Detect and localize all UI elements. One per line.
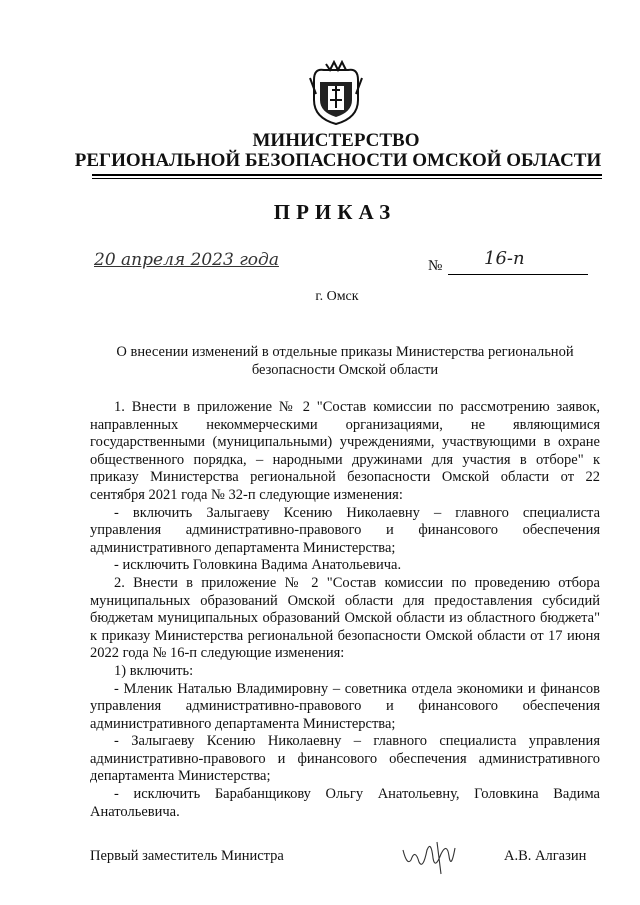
paragraph: - исключить Барабанщикову Ольгу Анатольевну, Головкина Вадима Анатольевича.	[90, 786, 600, 820]
document-body	[90, 399, 600, 821]
header-rule-thick	[92, 174, 602, 176]
signer-position: Первый заместитель Министра	[90, 848, 284, 864]
number-sign: №	[428, 258, 443, 274]
signer-name: А.В. Алгазин	[504, 848, 587, 864]
paragraph: - Залыгаеву Ксению Николаевну – главного специалиста управления административно-правового и финансового обеспечения административного департамента Министерства;	[90, 733, 600, 785]
ministry-line-1: МИНИСТЕРСТВО	[252, 130, 420, 151]
paragraph: 2. Внести в приложение № 2 "Состав комиссии по проведению отбора муниципальных образований Омской области для предоставления субсидий бюджетам муниципальных образований Омской области из областного бюджета" к приказу Министерства региональной безопасности Омской области от 17 июня 2022 года № 16-п следующие изменения:	[90, 574, 600, 662]
number-underline	[448, 274, 588, 275]
paragraph: - включить Залыгаеву Ксению Николаевну – главного специалиста управления административно-правового и финансового обеспечения административного департамента Министерства;	[90, 504, 600, 556]
document-subject: О внесении изменений в отдельные приказы Министерства региональной безопасности Омской области	[116, 344, 574, 378]
paragraph: - Мленик Наталью Владимировну – советника отдела экономики и финансов управления административно-правового и финансового обеспечения административного департамента Министерства;	[90, 680, 600, 732]
ministry-name	[0, 131, 640, 171]
paragraph: 1) включить:	[114, 662, 194, 679]
header-rule-thin	[92, 178, 602, 179]
handwritten-date: 20 апреля 2023 года	[94, 250, 279, 270]
document-title: ПРИКАЗ	[273, 200, 397, 224]
city: г. Омск	[315, 289, 359, 304]
handwritten-number: 16-п	[484, 248, 525, 269]
handwritten-signature	[397, 836, 463, 876]
paragraph: 1. Внести в приложение № 2 "Состав комиссии по рассмотрению заявок, направленных некоммерческими организациями, не являющимися государственными (муниципальными) учреждениями, участвующими в охране общественного порядка, – народными дружинами для участия в отборе" к приказу Министерства региональной безопасности Омской области от 22 сентября 2021 года № 32-п следующие изменения:	[90, 399, 600, 503]
omsk-coat-of-arms-icon	[306, 60, 366, 126]
ministry-line-2: РЕГИОНАЛЬНОЙ БЕЗОПАСНОСТИ ОМСКОЙ ОБЛАСТИ	[74, 150, 602, 171]
paragraph: - исключить Головкина Вадима Анатольевича.	[114, 557, 402, 574]
